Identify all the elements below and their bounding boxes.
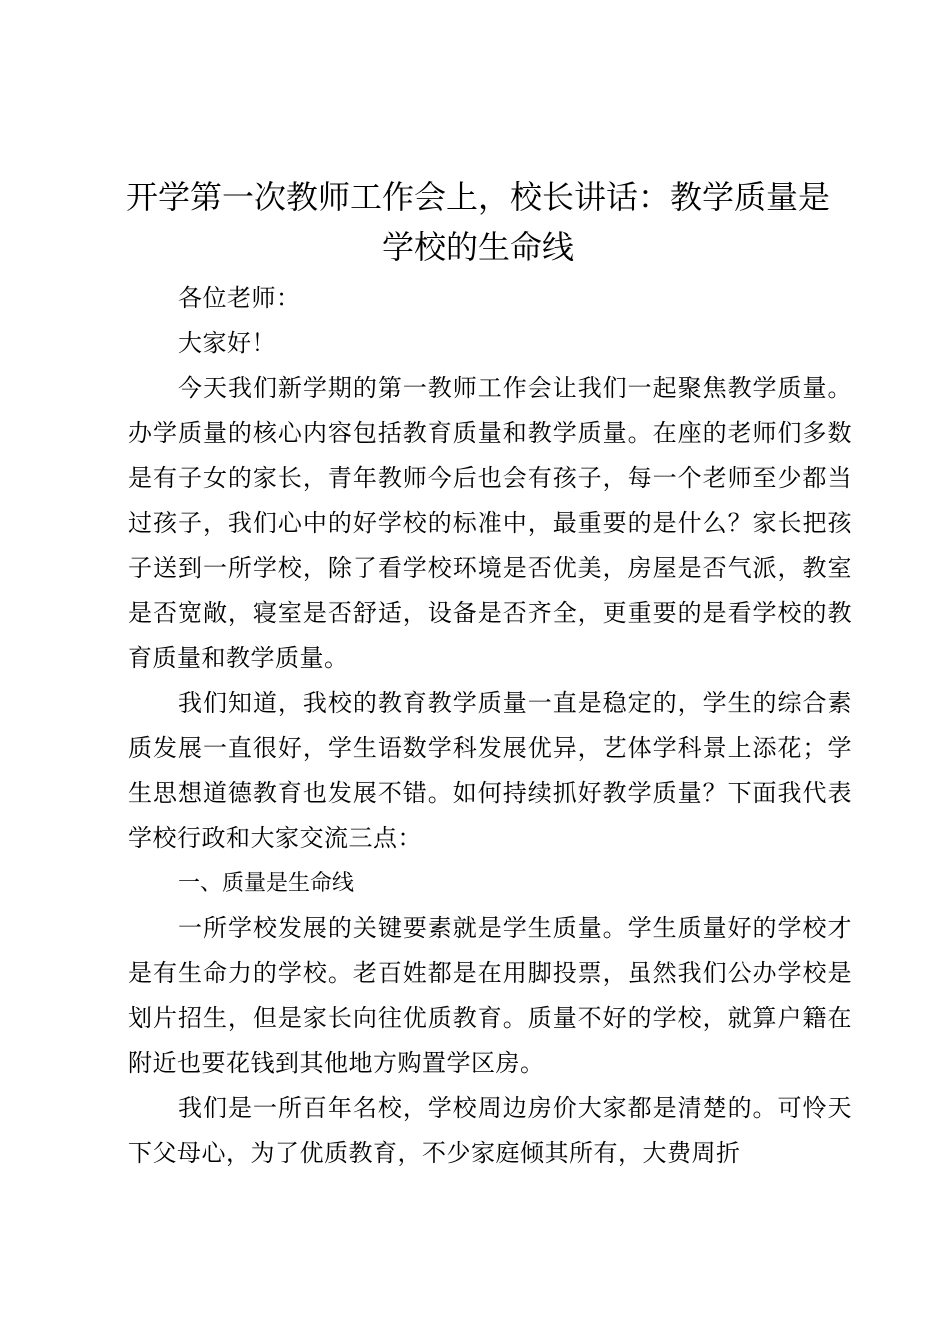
paragraph-quality: 一所学校发展的关键要素就是学生质量。学生质量好的学校才是有生命力的学校。老百姓都是在用脚投票，虽然我们公办学校是划片招生，但是家长向往优质教育。质量不好的学校，就算户籍在附近也要花钱到其他地方购置学区房。 (128, 914, 852, 1077)
paragraph-overview: 我们知道，我校的教育教学质量一直是稳定的，学生的综合素质发展一直很好，学生语数学科发展优异，艺体学科景上添花；学生思想道德教育也发展不错。如何持续抓好教学质量？下面我代表学校行政和大家交流三点： (128, 689, 852, 852)
paragraph-intro: 今天我们新学期的第一教师工作会让我们一起聚焦教学质量。办学质量的核心内容包括教育质量和教学质量。在座的老师们多数是有子女的家长，青年教师今后也会有孩子，每一个老师至少都当过孩子，我们心中的好学校的标准中，最重要的是什么？家长把孩子送到一所学校，除了看学校环境是否优美，房屋是否气派，教室是否宽敞，寝室是否舒适，设备是否齐全，更重要的是看学校的教育质量和教学质量。 (128, 374, 852, 672)
document-body (128, 276, 852, 1176)
section-heading: 一、质量是生命线 (178, 871, 355, 896)
salutation: 各位老师： (178, 284, 301, 312)
document-title: 开学第一次教师工作会上，校长讲话：教学质量是学校的生命线 (126, 178, 831, 266)
greeting: 大家好！ (178, 329, 276, 357)
paragraph-school: 我们是一所百年名校，学校周边房价大家都是清楚的。可怜天下父母心，为了优质教育，不少家庭倾其所有，大费周折 (128, 1094, 852, 1167)
